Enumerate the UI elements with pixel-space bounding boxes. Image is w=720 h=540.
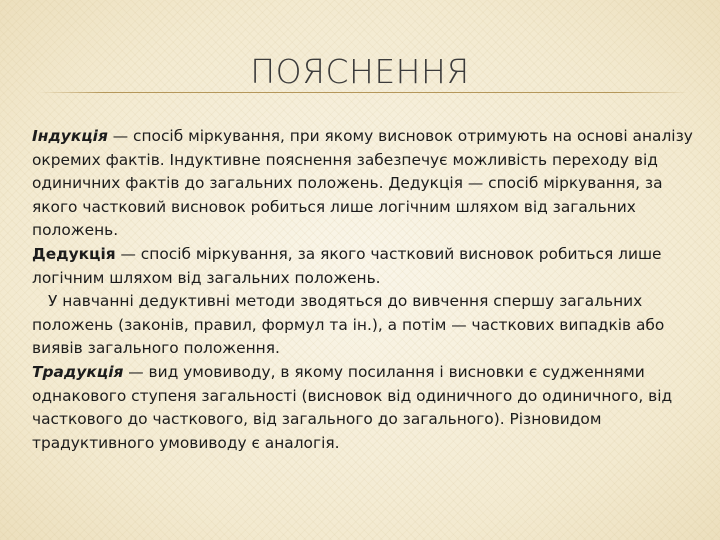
deduction-teaching-paragraph: [32, 290, 704, 361]
deduction-text: — спосіб міркування, за якого частковий висновок робиться лише логічним шляхом від загальних положень.: [32, 244, 662, 287]
slide-title: ПОЯСНЕННЯ: [250, 52, 470, 91]
transduction-term: Традукція: [32, 362, 124, 381]
induction-paragraph: [32, 125, 704, 243]
induction-text: — спосіб міркування, при якому висновок отримують на основі аналізу окремих фактів. Індуктивне пояснення забезпечує можливість переходу від одиничних фактів до загальних положень. Дедукція — спосіб міркування, за якого частковий висновок робиться лише логічним шляхом від загальних положень.: [32, 127, 693, 240]
transduction-text: — вид умовиводу, в якому посилання і висновки є судженнями однакового ступеня загальності (висновок від одиничного до одиничного, від часткового до часткового, від загального до загального). Різновидом традуктивного умовиводу є аналогія.: [32, 362, 673, 452]
deduction-paragraph: [32, 243, 704, 290]
title-divider: [38, 92, 688, 93]
induction-term: Індукція: [32, 127, 108, 145]
deduction-teaching-text: У навчанні дедуктивні методи зводяться до вивчення спершу загальних положень (законів, правил, формул та ін.), а потім — часткових випадків або виявів загального положення.: [32, 292, 665, 358]
slide-body: [32, 125, 704, 455]
transduction-paragraph: [32, 361, 704, 455]
deduction-term: Дедукція: [32, 244, 116, 263]
